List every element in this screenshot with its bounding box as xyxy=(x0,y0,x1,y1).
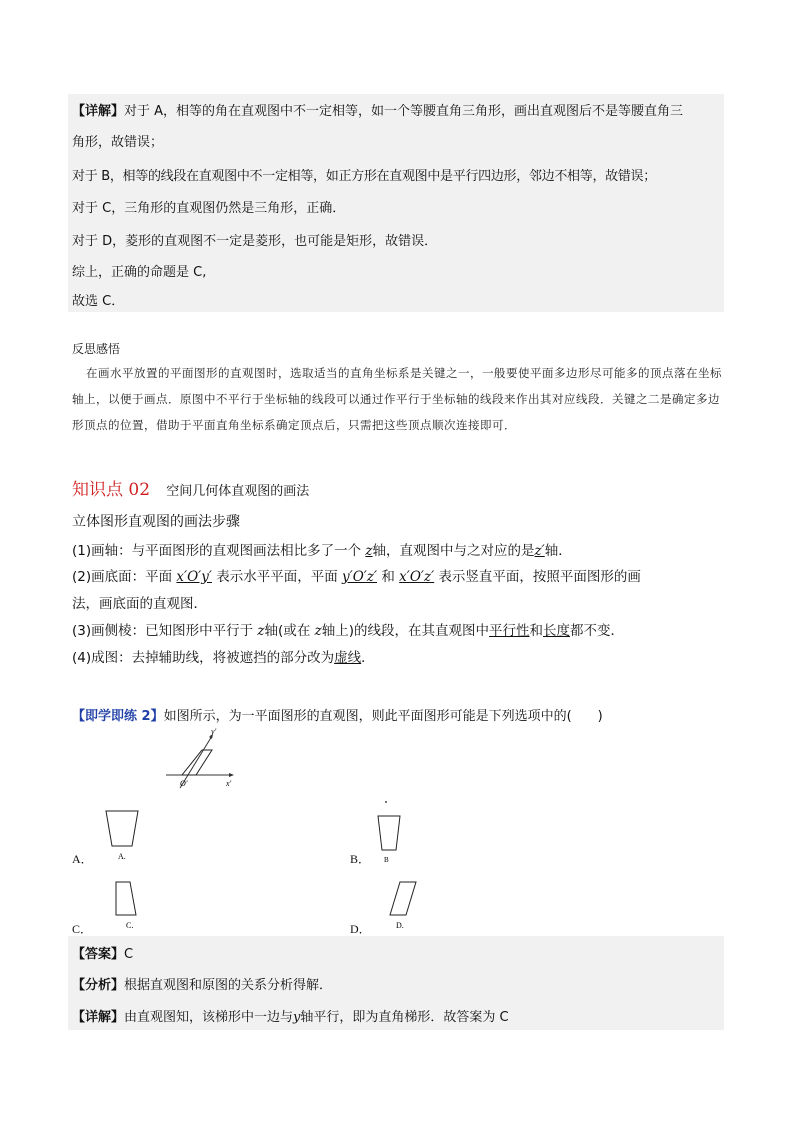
length-term: 长度 xyxy=(543,623,571,639)
option-a-figure xyxy=(100,808,144,864)
explain-text-a: 对于 A，相等的角在直观图中不一定相等，如一个等腰直角三角形，画出直观图后不是等腰直角三 xyxy=(124,104,684,119)
step-1-text-b: 轴，直观图中与之对应的是 xyxy=(372,543,535,559)
option-a-trapezoid xyxy=(106,811,138,846)
reflection-body xyxy=(72,360,724,438)
explain-line-7: 故选 C． xyxy=(72,294,125,309)
option-d-letter: D． xyxy=(350,922,371,936)
origin-label: O′ xyxy=(180,779,188,788)
analysis-line xyxy=(72,974,332,993)
plane-xoy: x′O′y′ xyxy=(176,569,212,585)
step-3 xyxy=(72,619,624,639)
detail-text-b: 轴平行，即为直角梯形．故答案为 C xyxy=(300,1010,509,1025)
option-d-figure xyxy=(382,878,422,934)
z-axis-symbol: z xyxy=(365,543,373,559)
analysis-text: 根据直观图和原图的关系分析得解． xyxy=(124,978,333,993)
explain-line-5: 对于 D，菱形的直观图不一定是菱形，也可能是矩形，故错误． xyxy=(72,234,438,249)
step-4 xyxy=(72,646,375,666)
y-prime-label: y′ xyxy=(211,727,217,736)
detail-text-a: 由直观图知，该梯形中一边与 xyxy=(124,1010,294,1025)
explain-line-1 xyxy=(72,100,683,119)
option-d-tag: D. xyxy=(396,921,404,930)
step-2-text-c: 和 xyxy=(381,569,395,585)
dashed-line-term: 虚线 xyxy=(334,650,362,666)
parallelism-term: 平行性 xyxy=(489,623,530,639)
knowledge-subtitle: 立体图形直观图的画法步骤 xyxy=(72,514,240,530)
step-1 xyxy=(72,539,572,559)
plane-xoz: x′O′z′ xyxy=(399,569,435,585)
step-2-cont: 法，画底面的直观图． xyxy=(72,596,207,612)
answer-line xyxy=(72,943,133,962)
z-symbol-2: z xyxy=(314,623,322,639)
explain-line-3: 对于 B，相等的线段在直观图中不一定相等，如正方形在直观图中是平行四边形，邻边不相等，故错误； xyxy=(72,169,656,184)
y-axis-symbol: y xyxy=(293,1010,301,1025)
option-b-tag: B xyxy=(384,856,389,864)
practice-question xyxy=(72,705,603,724)
stray-dot xyxy=(385,801,387,803)
step-4-text-a: (4)成图：去掉辅助线，将被遮挡的部分改为 xyxy=(72,650,335,666)
plane-yoz: y′O′z′ xyxy=(342,569,378,585)
x-arrow-head xyxy=(229,773,234,777)
step-3-text-e: 都不变． xyxy=(570,623,625,639)
step-3-text-b: 轴(或在 xyxy=(264,623,311,639)
reflection-heading: 反思感悟 xyxy=(72,342,121,356)
detail-label: 【详解】 xyxy=(72,104,125,119)
option-c-letter: C． xyxy=(72,922,93,936)
explain-line-4: 对于 C，三角形的直观图仍然是三角形，正确． xyxy=(72,201,346,216)
option-b-trapezoid xyxy=(378,816,400,850)
option-a-tag: A. xyxy=(118,852,126,861)
step-3-text-d: 和 xyxy=(529,623,544,639)
option-a-letter: A． xyxy=(72,852,93,866)
detail-line xyxy=(72,1006,509,1025)
step-1-text-c: 轴． xyxy=(544,543,572,559)
reflection-text: 在画水平放置的平面图形的直观图时，选取适当的直角坐标系是关键之一，一般要使平面多边形尽可能多的顶点落在坐标轴上，以便于画点．原图中不平行于坐标轴的线段可以通过作平行于坐标轴的线段来作出其对应线段．关键之二是确定多边形顶点的位置，借助于平面直角坐标系确定顶点后，只需把这些顶点顺次连接即可． xyxy=(72,366,722,432)
x-prime-label: x′ xyxy=(226,779,232,788)
z-prime-axis-symbol: z′ xyxy=(534,543,545,559)
knowledge-title: 空间几何体直观图的画法 xyxy=(166,484,310,499)
explain-line-6: 综上，正确的命题是 C, xyxy=(72,265,207,280)
intuitive-figure xyxy=(160,724,250,790)
step-3-text-c: 轴上)的线段，在其直观图中 xyxy=(321,623,490,639)
option-c-trapezoid xyxy=(116,882,136,915)
option-b-letter: B． xyxy=(350,852,371,866)
trapezoid-intuitive xyxy=(182,750,212,775)
detail-label-2: 【详解】 xyxy=(72,1010,125,1025)
step-2-text-d: 表示竖直平面，按照平面图形的画 xyxy=(438,569,641,585)
knowledge-label: 知识点 02 xyxy=(72,480,151,500)
explain-line-2: 角形，故错误； xyxy=(72,135,164,150)
step-4-text-b: ． xyxy=(361,650,375,666)
option-d-parallelogram xyxy=(390,882,416,915)
step-2 xyxy=(72,565,641,585)
z-symbol: z xyxy=(257,623,265,639)
option-c-tag: C. xyxy=(126,921,134,930)
practice-label: 【即学即练 2】 xyxy=(72,709,164,724)
step-3-text-a: (3)画侧棱：已知图形中平行于 xyxy=(72,623,254,639)
answer-value: C xyxy=(124,947,134,962)
option-b-figure xyxy=(372,812,406,864)
analysis-label: 【分析】 xyxy=(72,978,125,993)
knowledge-heading xyxy=(72,475,309,500)
step-1-text-a: (1)画轴：与平面图形的直观图画法相比多了一个 xyxy=(72,543,362,559)
answer-label: 【答案】 xyxy=(72,947,125,962)
option-c-figure xyxy=(104,878,144,934)
step-2-text-b: 表示水平平面，平面 xyxy=(216,569,338,585)
practice-question-text: 如图所示，为一平面图形的直观图，则此平面图形可能是下列选项中的( ) xyxy=(163,709,603,724)
step-2-text-a: (2)画底面：平面 xyxy=(72,569,173,585)
